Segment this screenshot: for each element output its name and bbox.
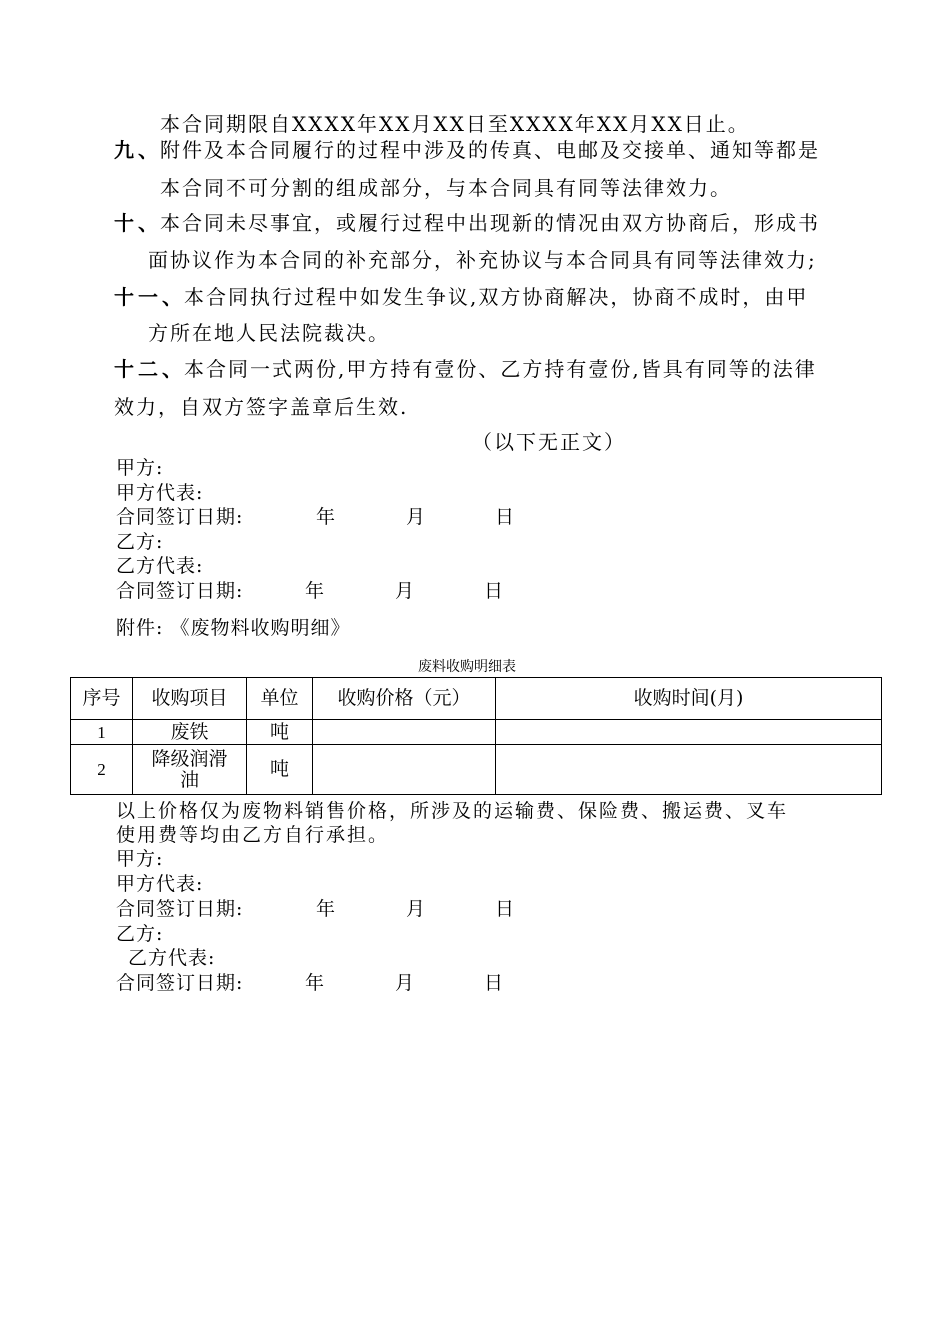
- year-label: 年: [305, 580, 326, 602]
- party-a-rep-label: 甲方代表:: [116, 482, 204, 504]
- cell-unit: 吨: [247, 720, 313, 745]
- day-label: 日: [495, 898, 516, 920]
- party-b-label: 乙方:: [116, 923, 164, 945]
- cell-price: [313, 720, 496, 745]
- cell-item: 降级润滑油: [133, 745, 247, 795]
- header-cell-time: 收购时间(月): [496, 678, 882, 720]
- clause-ten-line2: 面协议作为本合同的补充部分，补充协议与本合同具有同等法律效力;: [148, 248, 817, 272]
- waste-purchase-table: [70, 677, 882, 795]
- cell-unit: 吨: [247, 745, 313, 795]
- cell-item: 废铁: [133, 720, 247, 745]
- clause-ten-number: 十、: [114, 211, 162, 235]
- cell-time: [496, 720, 882, 745]
- month-label: 月: [395, 580, 416, 602]
- header-cell-index: 序号: [71, 678, 133, 720]
- clause-nine-line1: 附件及本合同履行的过程中涉及的传真、电邮及交接单、通知等都是: [160, 138, 820, 162]
- month-label: 月: [395, 972, 416, 994]
- price-note-line2: 使用费等均由乙方自行承担。: [116, 824, 390, 846]
- header-cell-item: 收购项目: [133, 678, 247, 720]
- sign-date-label: 合同签订日期:: [116, 972, 244, 994]
- day-label: 日: [495, 506, 516, 528]
- year-label: 年: [305, 972, 326, 994]
- day-label: 日: [484, 580, 505, 602]
- table-header-row: [71, 678, 882, 720]
- clause-eleven-line1: 本合同执行过程中如发生争议,双方协商解决，协商不成时，由甲: [184, 285, 809, 309]
- cell-index: 1: [71, 720, 133, 745]
- table-row: [71, 720, 882, 745]
- header-cell-price: 收购价格（元）: [313, 678, 496, 720]
- end-note: （以下无正文）: [472, 430, 626, 454]
- year-label: 年: [316, 898, 337, 920]
- sign-date-label: 合同签订日期:: [116, 506, 244, 528]
- month-label: 月: [406, 898, 427, 920]
- party-b-label: 乙方:: [116, 531, 164, 553]
- clause-eleven-line2: 方所在地人民法院裁决。: [148, 321, 390, 345]
- attachment-line: 附件: 《废物料收购明细》: [116, 617, 351, 639]
- party-a-label: 甲方:: [116, 848, 164, 870]
- clause-nine-number: 九、: [114, 138, 162, 162]
- price-note-line1: 以上价格仅为废物料销售价格，所涉及的运输费、保险费、搬运费、叉车: [116, 800, 789, 822]
- sign-date-label: 合同签订日期:: [116, 898, 244, 920]
- table-row: [71, 745, 882, 795]
- party-a-label: 甲方:: [116, 457, 164, 479]
- day-label: 日: [484, 972, 505, 994]
- header-cell-unit: 单位: [247, 678, 313, 720]
- cell-price: [313, 745, 496, 795]
- table-caption: 废料收购明细表: [418, 659, 516, 675]
- party-b-rep-label: 乙方代表:: [116, 555, 204, 577]
- party-b-rep-label: 乙方代表:: [128, 947, 216, 969]
- cell-time: [496, 745, 882, 795]
- clause-eleven-number: 十一、: [114, 285, 186, 309]
- cell-index: 2: [71, 745, 133, 795]
- clause-twelve-line1: 本合同一式两份,甲方持有壹份、乙方持有壹份,皆具有同等的法律: [184, 357, 817, 381]
- clause-twelve-number: 十二、: [114, 357, 186, 381]
- term-line: 本合同期限自XXXX年XX月XX日至XXXX年XX月XX日止。: [160, 112, 750, 136]
- year-label: 年: [316, 506, 337, 528]
- month-label: 月: [406, 506, 427, 528]
- party-a-rep-label: 甲方代表:: [116, 873, 204, 895]
- clause-ten-line1: 本合同未尽事宜，或履行过程中出现新的情况由双方协商后，形成书: [160, 211, 820, 235]
- clause-nine-line2: 本合同不可分割的组成部分，与本合同具有同等法律效力。: [160, 176, 732, 200]
- sign-date-label: 合同签订日期:: [116, 580, 244, 602]
- clause-twelve-line2: 效力，自双方签字盖章后生效.: [114, 395, 409, 419]
